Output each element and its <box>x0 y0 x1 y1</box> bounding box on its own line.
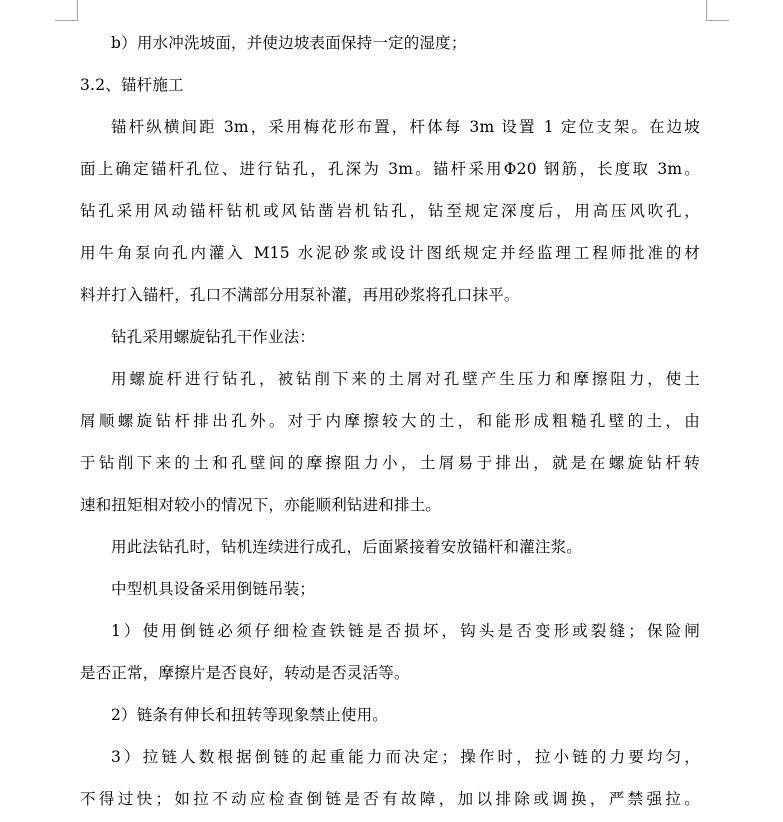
list-item-line: 1）使用倒链必须仔细检查铁链是否损坏，钩头是否变形或裂缝；保险闸 <box>111 622 700 640</box>
paragraph-line: 屑顺螺旋钻杆排出孔外。对于内摩擦较大的土，和能形成粗糙孔壁的土，由 <box>80 412 700 430</box>
paragraph-line: 料并打入锚杆，孔口不满部分用泵补灌，再用砂浆将孔口抹平。 <box>80 286 520 304</box>
paragraph-line: 用此法钻孔时，钻机连续进行成孔，后面紧接着安放锚杆和灌注浆。 <box>111 538 583 556</box>
list-item-line: 是否正常，摩擦片是否良好，转动是否灵活等。 <box>80 664 410 682</box>
paragraph-line: 用螺旋杆进行钻孔，被钻削下来的土屑对孔壁产生压力和摩擦阻力，使土 <box>111 370 700 388</box>
paragraph-line: 锚杆纵横间距 3m，采用梅花形布置，杆体每 3m 设置 1 定位支架。在边坡 <box>111 118 700 136</box>
list-item-line: 不得过快；如拉不动应检查倒链是否有故障，加以排除或调换，严禁强拉。 <box>80 790 700 808</box>
paragraph-line: 钻孔采用风动锚杆钻机或风钻凿岩机钻孔，钻至规定深度后，用高压风吹孔， <box>80 202 700 220</box>
paragraph-line: 中型机具设备采用倒链吊装； <box>111 580 316 598</box>
paragraph-line: 于钻削下来的土和孔壁间的摩擦阻力小，土屑易于排出，就是在螺旋钻杆转 <box>80 454 700 472</box>
paragraph-line: 用牛角泵向孔内灌入 M15 水泥砂浆或设计图纸规定并经监理工程师批准的材 <box>80 244 700 262</box>
paragraph-line: 钻孔采用螺旋钻孔干作业法： <box>111 328 316 346</box>
page-corner-mark-left <box>55 0 78 21</box>
paragraph-line: 面上确定锚杆孔位、进行钻孔，孔深为 3m。锚杆采用Φ20 钢筋，长度取 3m。 <box>80 160 700 178</box>
list-item-line: 2）链条有伸长和扭转等现象禁止使用。 <box>111 706 388 724</box>
text-line-bullet-b: b）用水冲洗坡面，并使边坡表面保持一定的湿度； <box>111 34 467 52</box>
list-item-line: 3）拉链人数根据倒链的起重能力而决定；操作时，拉小链的力要均匀， <box>111 748 700 766</box>
paragraph-line: 速和扭矩相对较小的情况下，亦能顺利钻进和排土。 <box>80 496 442 514</box>
page-corner-mark-right <box>706 0 729 21</box>
section-heading-3-2: 3.2、锚杆施工 <box>80 76 184 94</box>
